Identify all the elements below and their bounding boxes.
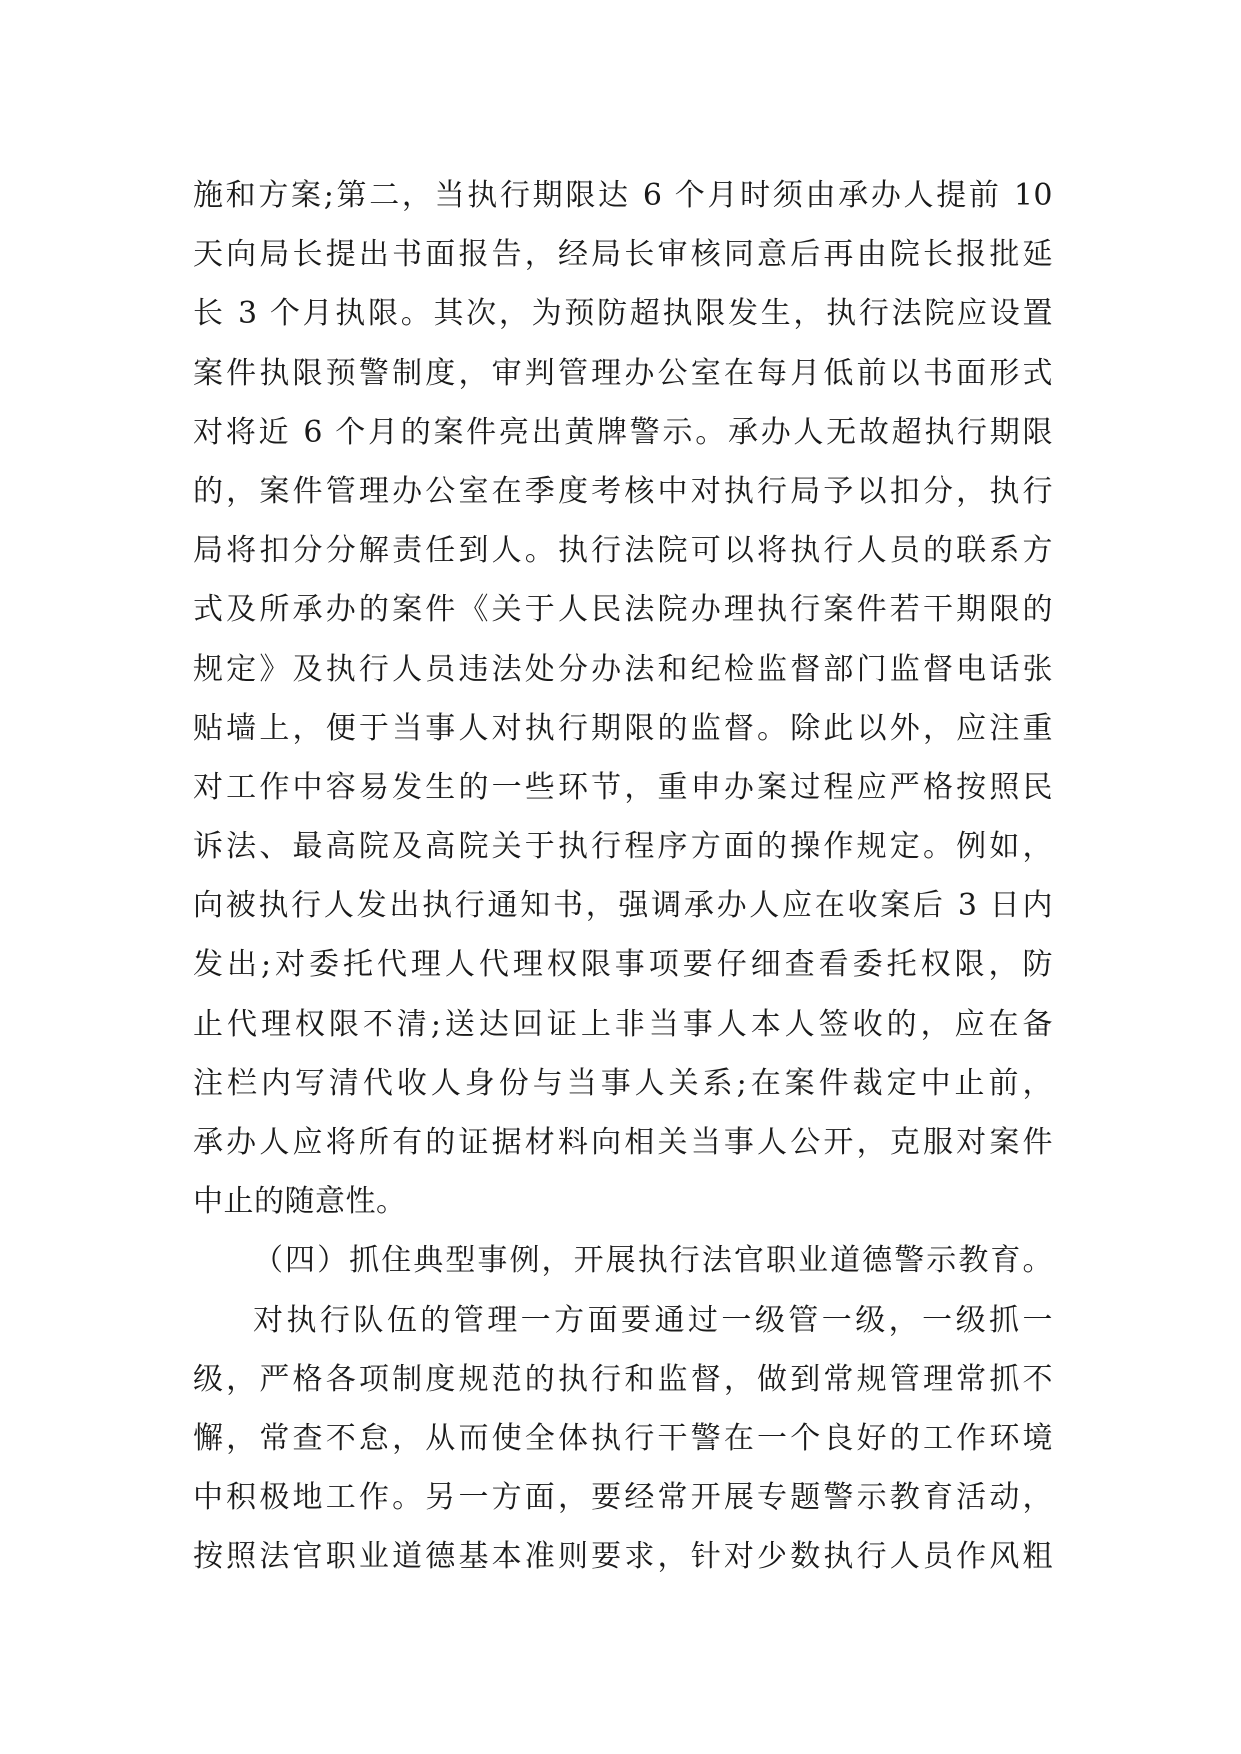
text-line: 规定》及执行人员违法处分办法和纪检监督部门监督电话张 — [193, 651, 1053, 687]
text-line: 案件执限预警制度，审判管理办公室在每月低前以书面形式 — [193, 355, 1053, 391]
text-line: 天向局长提出书面报告，经局长审核同意后再由院长报批延 — [193, 237, 1053, 273]
text-line: 发出;对委托代理人代理权限事项要仔细查看委托权限，防 — [193, 947, 1053, 983]
text-line: 对工作中容易发生的一些环节，重申办案过程应严格按照民 — [193, 769, 1053, 805]
text-line: 贴墙上，便于当事人对执行期限的监督。除此以外，应注重 — [193, 710, 1053, 746]
text-line: 注栏内写清代收人身份与当事人关系;在案件裁定中止前， — [193, 1065, 1053, 1101]
text-line: 级，严格各项制度规范的执行和监督，做到常规管理常抓不 — [193, 1361, 1053, 1397]
text-line: 的，案件管理办公室在季度考核中对执行局予以扣分，执行 — [193, 473, 1053, 509]
text-line: 按照法官职业道德基本准则要求，针对少数执行人员作风粗 — [193, 1539, 1053, 1575]
text-line: 长 3 个月执限。其次，为预防超执限发生，执行法院应设置 — [193, 296, 1053, 332]
text-line: 向被执行人发出执行通知书，强调承办人应在收案后 3 日内 — [193, 888, 1053, 924]
body-text — [193, 166, 1053, 1587]
text-line: 懈，常查不怠，从而使全体执行干警在一个良好的工作环境 — [193, 1420, 1053, 1456]
text-line: 承办人应将所有的证据材料向相关当事人公开，克服对案件 — [193, 1125, 1053, 1160]
text-line: 局将扣分分解责任到人。执行法院可以将执行人员的联系方 — [193, 533, 1053, 569]
paragraph-end-line: 中止的随意性。 — [193, 1184, 407, 1220]
text-line: 对将近 6 个月的案件亮出黄牌警示。承办人无故超执行期限 — [193, 414, 1053, 450]
text-line: 诉法、最高院及高院关于执行程序方面的操作规定。例如， — [193, 829, 1053, 865]
paragraph-first-line: 对执行队伍的管理一方面要通过一级管一级，一级抓一 — [253, 1302, 1053, 1338]
text-line: 式及所承办的案件《关于人民法院办理执行案件若干期限的 — [193, 592, 1053, 628]
section-heading: （四）抓住典型事例，开展执行法官职业道德警示教育。 — [253, 1243, 1053, 1279]
text-line: 止代理权限不清;送达回证上非当事人本人签收的，应在备 — [193, 1006, 1053, 1042]
text-line: 施和方案;第二，当执行期限达 6 个月时须由承办人提前 10 — [193, 178, 1053, 213]
text-line: 中积极地工作。另一方面，要经常开展专题警示教育活动， — [193, 1480, 1053, 1516]
